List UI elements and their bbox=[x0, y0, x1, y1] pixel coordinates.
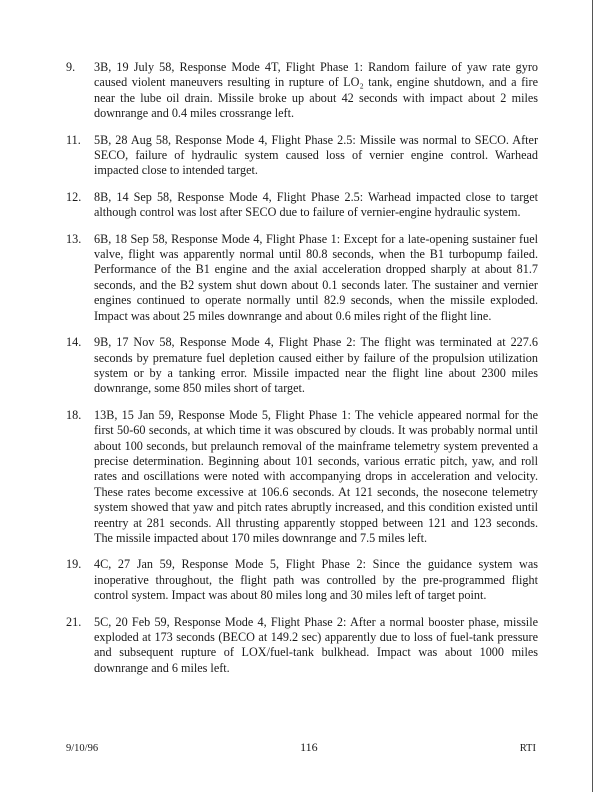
list-item bbox=[66, 190, 538, 221]
item-number: 11. bbox=[66, 132, 81, 147]
list-item bbox=[66, 133, 538, 179]
incident-list bbox=[66, 60, 538, 687]
item-text: 8B, 14 Sep 58, Response Mode 4, Flight Phase 2.5: Warhead impacted close to target although control was lost after SECO due to failure of vernier-engine hydraulic system. bbox=[94, 189, 538, 220]
item-number: 21. bbox=[66, 614, 82, 629]
list-item bbox=[66, 615, 538, 677]
item-number: 18. bbox=[66, 407, 82, 422]
page-number: 116 bbox=[300, 740, 318, 754]
item-number: 14. bbox=[66, 335, 82, 350]
page-footer bbox=[66, 740, 536, 755]
list-item bbox=[66, 557, 538, 603]
list-item bbox=[66, 232, 538, 324]
list-item bbox=[66, 335, 538, 397]
item-text: 3B, 19 July 58, Response Mode 4T, Flight Phase 1: Random failure of yaw rate gyro caused violent maneuvers resulting in rupture of LO₂ tank, engine shutdown, and a fire near the lube oil drain. Missile broke up about 42 seconds with impact about 2 miles downrange and 0.4 miles crossrange left. bbox=[94, 60, 538, 121]
list-item bbox=[66, 408, 538, 547]
item-text: 6B, 18 Sep 58, Response Mode 4, Flight Phase 1: Except for a late-opening sustainer fuel valve, flight was apparently normal until 80.8 seconds, when the B1 turbopump failed. Performance of the B1 engine and the axial acceleration dropped sharply at about 81.7 seconds, and the B2 system shut down about 0.1 seconds later. The sustainer and vernier engines continued to operate normally until 82.9 seconds, when the missile exploded. Impact was about 25 miles downrange and about 0.6 miles right of the flight line. bbox=[94, 231, 538, 323]
item-text: 4C, 27 Jan 59, Response Mode 5, Flight Phase 2: Since the guidance system was inoperative throughout, the flight path was controlled by the pre-programmed flight control system. Impact was about 80 miles long and 30 miles left of target point. bbox=[94, 557, 538, 603]
item-number: 19. bbox=[66, 557, 82, 572]
footer-org: RTI bbox=[519, 743, 536, 754]
item-number: 12. bbox=[66, 189, 82, 204]
item-text: 9B, 17 Nov 58, Response Mode 4, Flight Phase 2: The flight was terminated at 227.6 seconds by premature fuel depletion caused either by failure of the propulsion utilization system or by a tanking error. Missile impacted near the flight line about 2300 miles downrange, some 850 miles short of target. bbox=[94, 335, 538, 396]
item-text: 5C, 20 Feb 59, Response Mode 4, Flight Phase 2: After a normal booster phase, missile exploded at 173 seconds (BECO at 149.2 sec) apparently due to loss of fuel-tank pressure and subsequent rupture of LOX/fuel-tank bulkhead. Impact was about 1000 miles downrange and 6 miles left. bbox=[94, 614, 538, 675]
item-text: 13B, 15 Jan 59, Response Mode 5, Flight Phase 1: The vehicle appeared normal for the first 50-60 seconds, at which time it was obscured by clouds. It was probably normal until about 100 seconds, but prelaunch removal of the mainframe telemetry system prevented a precise determination. Beginning about 101 seconds, various erratic pitch, yaw, and roll rates and oscillations were noted with accompanying drops in acceleration and velocity. These rates become excessive at 106.6 seconds. At 121 seconds, the nosecone telemetry system showed that yaw and pitch rates abruptly increased, and this condition existed until reentry at 281 seconds. All thrusting apparently stopped between 121 and 123 seconds. The missile impacted about 170 miles downrange and 7.5 miles left. bbox=[94, 407, 538, 545]
list-item bbox=[66, 60, 538, 122]
footer-date: 9/10/96 bbox=[66, 743, 99, 754]
item-number: 9. bbox=[66, 60, 76, 74]
item-text: 5B, 28 Aug 58, Response Mode 4, Flight Phase 2.5: Missile was normal to SECO. After SECO, failure of hydraulic system caused loss of vernier engine control. Warhead impacted close to intended target. bbox=[94, 132, 538, 178]
page-edge-line bbox=[592, 0, 593, 792]
item-number: 13. bbox=[66, 231, 82, 246]
